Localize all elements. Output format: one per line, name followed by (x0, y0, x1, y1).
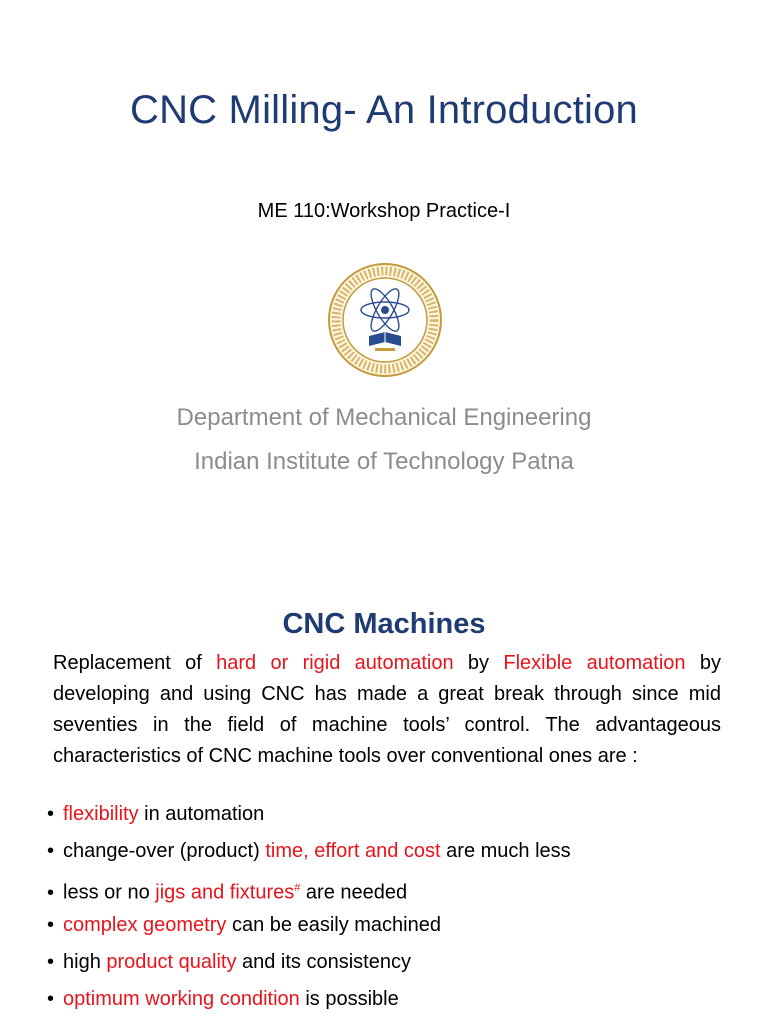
bullet-highlight: product quality (106, 951, 237, 973)
bullet-text: are needed (300, 881, 408, 904)
iit-patna-emblem-icon (327, 262, 443, 378)
footnote-marker: # (294, 882, 301, 894)
paragraph-text: by developing and using CNC has made a great break through since mid seventies in the field of machine tools’ control. The advantageous characteristics of CNC machine tools over conventional ones are : (53, 652, 721, 767)
bullet-icon: • (47, 840, 55, 862)
bullet-text: is possible (299, 988, 399, 1010)
bullet-text: high (63, 951, 107, 973)
list-item (47, 800, 571, 837)
institute-name: Indian Institute of Technology Patna (194, 448, 574, 475)
bullet-highlight: optimum working condition (63, 988, 300, 1010)
department-name: Department of Mechanical Engineering (176, 404, 592, 431)
paragraph-highlight: Flexible automation (503, 652, 686, 674)
section-title: CNC Machines (282, 608, 486, 640)
page-title: CNC Milling- An Introduction (129, 88, 639, 132)
list-item (47, 837, 571, 874)
advantages-list (47, 800, 571, 1022)
bullet-text: less or no (63, 881, 156, 904)
bullet-icon: • (47, 988, 55, 1010)
list-item (47, 948, 571, 985)
bullet-text: can be easily machined (226, 914, 441, 936)
bullet-highlight: flexibility (63, 803, 139, 825)
paragraph-text: by (453, 652, 504, 674)
bullet-text: and its consistency (236, 951, 411, 973)
list-item (47, 911, 571, 948)
slide-cnc-machines (0, 576, 768, 1024)
bullet-text: in automation (138, 803, 265, 825)
bullet-highlight: time, effort and cost (265, 840, 441, 862)
paragraph-highlight: hard or rigid automation (216, 652, 454, 674)
bullet-highlight: jigs and fixtures (155, 881, 295, 904)
list-item (47, 985, 571, 1022)
bullet-text: change-over (product) (63, 840, 266, 862)
course-name: ME 110:Workshop Practice-I (257, 200, 511, 222)
bullet-icon: • (47, 951, 55, 973)
bullet-text: are much less (440, 840, 571, 862)
intro-paragraph (53, 648, 721, 772)
bullet-icon: • (47, 803, 55, 825)
list-item (47, 874, 571, 911)
paragraph-text: Replacement of (53, 652, 217, 674)
bullet-icon: • (47, 914, 55, 936)
bullet-icon: • (47, 881, 55, 904)
bullet-highlight: complex geometry (63, 914, 227, 936)
